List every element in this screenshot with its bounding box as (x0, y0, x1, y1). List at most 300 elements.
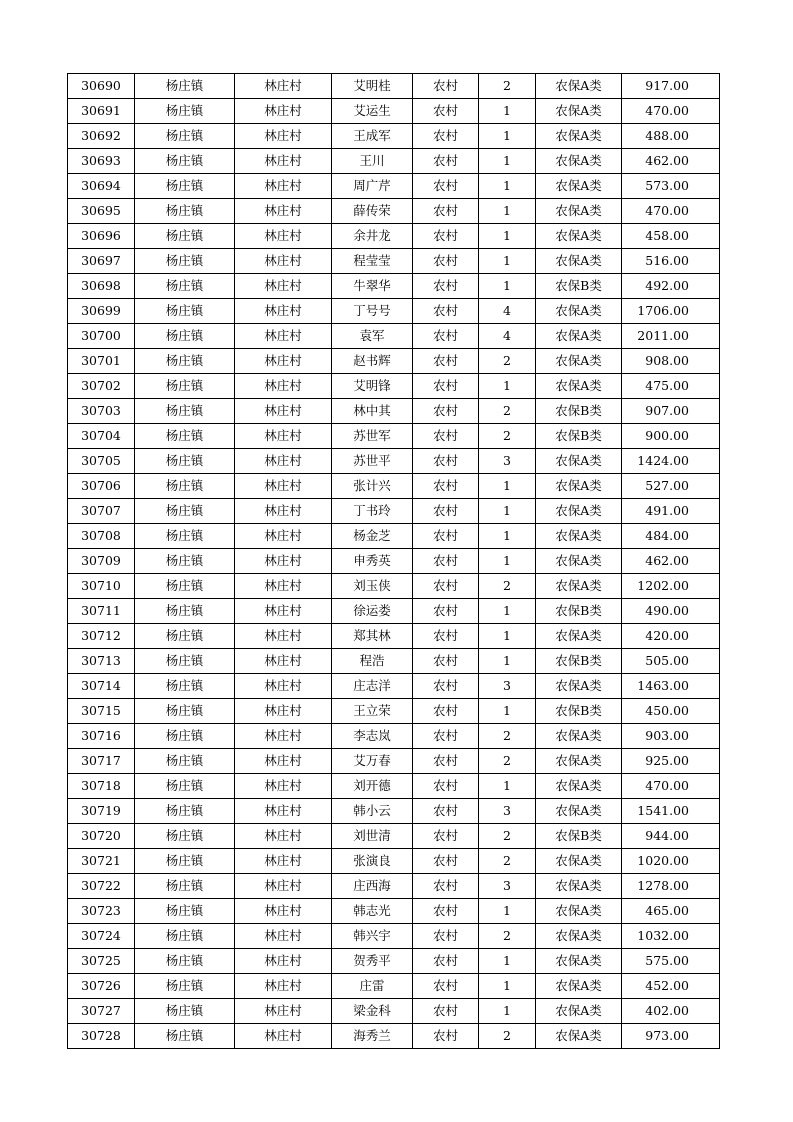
cell-town: 杨庄镇 (135, 349, 235, 374)
cell-area-type: 农村 (413, 524, 479, 549)
cell-name: 庄志洋 (332, 674, 413, 699)
table-row (68, 399, 720, 424)
cell-town: 杨庄镇 (135, 199, 235, 224)
cell-name: 海秀兰 (332, 1024, 413, 1049)
cell-household-size: 1 (479, 374, 536, 399)
cell-insurance-category: 农保A类 (536, 224, 622, 249)
cell-amount: 1202.00 (622, 574, 720, 599)
cell-household-size: 1 (479, 499, 536, 524)
table-row (68, 699, 720, 724)
cell-name: 刘开德 (332, 774, 413, 799)
cell-name: 艾运生 (332, 99, 413, 124)
cell-village: 林庄村 (235, 449, 332, 474)
cell-village: 林庄村 (235, 599, 332, 624)
cell-village: 林庄村 (235, 924, 332, 949)
cell-insurance-category: 农保A类 (536, 924, 622, 949)
cell-village: 林庄村 (235, 499, 332, 524)
cell-town: 杨庄镇 (135, 624, 235, 649)
cell-name: 李志岚 (332, 724, 413, 749)
cell-village: 林庄村 (235, 274, 332, 299)
cell-amount: 462.00 (622, 549, 720, 574)
cell-name: 赵书辉 (332, 349, 413, 374)
table-row (68, 124, 720, 149)
cell-name: 艾明桂 (332, 74, 413, 99)
cell-household-size: 1 (479, 149, 536, 174)
cell-insurance-category: 农保B类 (536, 274, 622, 299)
cell-area-type: 农村 (413, 349, 479, 374)
cell-town: 杨庄镇 (135, 899, 235, 924)
cell-area-type: 农村 (413, 699, 479, 724)
cell-name: 丁书玲 (332, 499, 413, 524)
cell-row-id: 30692 (68, 124, 135, 149)
cell-insurance-category: 农保B类 (536, 399, 622, 424)
cell-row-id: 30718 (68, 774, 135, 799)
cell-insurance-category: 农保A类 (536, 324, 622, 349)
cell-town: 杨庄镇 (135, 849, 235, 874)
cell-amount: 1032.00 (622, 924, 720, 949)
cell-village: 林庄村 (235, 149, 332, 174)
cell-household-size: 1 (479, 524, 536, 549)
cell-insurance-category: 农保A类 (536, 299, 622, 324)
cell-name: 苏世军 (332, 424, 413, 449)
table-row (68, 474, 720, 499)
table-row (68, 424, 720, 449)
cell-name: 徐运娄 (332, 599, 413, 624)
cell-household-size: 1 (479, 949, 536, 974)
cell-name: 韩兴宇 (332, 924, 413, 949)
cell-row-id: 30703 (68, 399, 135, 424)
cell-name: 庄西海 (332, 874, 413, 899)
cell-household-size: 1 (479, 224, 536, 249)
cell-town: 杨庄镇 (135, 649, 235, 674)
cell-town: 杨庄镇 (135, 399, 235, 424)
cell-row-id: 30698 (68, 274, 135, 299)
cell-amount: 917.00 (622, 74, 720, 99)
cell-village: 林庄村 (235, 649, 332, 674)
cell-area-type: 农村 (413, 924, 479, 949)
cell-area-type: 农村 (413, 724, 479, 749)
cell-area-type: 农村 (413, 974, 479, 999)
cell-household-size: 2 (479, 574, 536, 599)
cell-household-size: 4 (479, 324, 536, 349)
cell-name: 梁金科 (332, 999, 413, 1024)
cell-amount: 573.00 (622, 174, 720, 199)
cell-row-id: 30690 (68, 74, 135, 99)
cell-row-id: 30699 (68, 299, 135, 324)
cell-household-size: 2 (479, 724, 536, 749)
cell-village: 林庄村 (235, 324, 332, 349)
cell-insurance-category: 农保A类 (536, 124, 622, 149)
cell-amount: 458.00 (622, 224, 720, 249)
cell-town: 杨庄镇 (135, 149, 235, 174)
cell-village: 林庄村 (235, 424, 332, 449)
cell-town: 杨庄镇 (135, 999, 235, 1024)
cell-town: 杨庄镇 (135, 699, 235, 724)
cell-row-id: 30719 (68, 799, 135, 824)
cell-household-size: 2 (479, 1024, 536, 1049)
cell-area-type: 农村 (413, 949, 479, 974)
cell-insurance-category: 农保A类 (536, 899, 622, 924)
cell-village: 林庄村 (235, 549, 332, 574)
cell-area-type: 农村 (413, 749, 479, 774)
cell-name: 杨金芝 (332, 524, 413, 549)
cell-village: 林庄村 (235, 399, 332, 424)
cell-amount: 1020.00 (622, 849, 720, 874)
table-row (68, 724, 720, 749)
cell-name: 牛翠华 (332, 274, 413, 299)
cell-area-type: 农村 (413, 374, 479, 399)
table-row (68, 949, 720, 974)
cell-insurance-category: 农保B类 (536, 649, 622, 674)
cell-amount: 462.00 (622, 149, 720, 174)
cell-household-size: 1 (479, 99, 536, 124)
cell-village: 林庄村 (235, 674, 332, 699)
cell-row-id: 30707 (68, 499, 135, 524)
cell-town: 杨庄镇 (135, 124, 235, 149)
cell-name: 程莹莹 (332, 249, 413, 274)
cell-household-size: 2 (479, 849, 536, 874)
cell-household-size: 4 (479, 299, 536, 324)
cell-row-id: 30705 (68, 449, 135, 474)
cell-town: 杨庄镇 (135, 424, 235, 449)
cell-amount: 470.00 (622, 99, 720, 124)
cell-village: 林庄村 (235, 124, 332, 149)
table-row (68, 574, 720, 599)
cell-amount: 470.00 (622, 199, 720, 224)
cell-row-id: 30701 (68, 349, 135, 374)
cell-amount: 527.00 (622, 474, 720, 499)
table-row (68, 999, 720, 1024)
cell-area-type: 农村 (413, 199, 479, 224)
table-row (68, 599, 720, 624)
cell-village: 林庄村 (235, 799, 332, 824)
cell-insurance-category: 农保B类 (536, 699, 622, 724)
table-row (68, 499, 720, 524)
cell-village: 林庄村 (235, 724, 332, 749)
cell-area-type: 农村 (413, 124, 479, 149)
table-row (68, 224, 720, 249)
cell-household-size: 2 (479, 424, 536, 449)
cell-town: 杨庄镇 (135, 74, 235, 99)
cell-amount: 402.00 (622, 999, 720, 1024)
cell-insurance-category: 农保A类 (536, 99, 622, 124)
cell-household-size: 1 (479, 974, 536, 999)
cell-insurance-category: 农保B类 (536, 824, 622, 849)
cell-insurance-category: 农保A类 (536, 774, 622, 799)
cell-village: 林庄村 (235, 99, 332, 124)
table-row (68, 624, 720, 649)
cell-name: 郑其林 (332, 624, 413, 649)
cell-amount: 1278.00 (622, 874, 720, 899)
table-row (68, 274, 720, 299)
cell-village: 林庄村 (235, 699, 332, 724)
cell-amount: 575.00 (622, 949, 720, 974)
cell-village: 林庄村 (235, 574, 332, 599)
cell-insurance-category: 农保A类 (536, 674, 622, 699)
cell-area-type: 农村 (413, 399, 479, 424)
cell-row-id: 30702 (68, 374, 135, 399)
cell-area-type: 农村 (413, 774, 479, 799)
table-row (68, 924, 720, 949)
cell-area-type: 农村 (413, 74, 479, 99)
cell-area-type: 农村 (413, 174, 479, 199)
cell-household-size: 1 (479, 249, 536, 274)
cell-village: 林庄村 (235, 824, 332, 849)
cell-name: 王立荣 (332, 699, 413, 724)
cell-insurance-category: 农保A类 (536, 724, 622, 749)
table-row (68, 849, 720, 874)
cell-town: 杨庄镇 (135, 99, 235, 124)
cell-row-id: 30728 (68, 1024, 135, 1049)
cell-village: 林庄村 (235, 899, 332, 924)
cell-amount: 2011.00 (622, 324, 720, 349)
cell-name: 薛传荣 (332, 199, 413, 224)
cell-amount: 491.00 (622, 499, 720, 524)
cell-row-id: 30715 (68, 699, 135, 724)
cell-town: 杨庄镇 (135, 824, 235, 849)
cell-name: 贺秀平 (332, 949, 413, 974)
cell-household-size: 2 (479, 74, 536, 99)
table-row (68, 299, 720, 324)
table-row (68, 149, 720, 174)
cell-town: 杨庄镇 (135, 799, 235, 824)
cell-amount: 944.00 (622, 824, 720, 849)
table-row (68, 774, 720, 799)
cell-row-id: 30711 (68, 599, 135, 624)
cell-row-id: 30717 (68, 749, 135, 774)
cell-area-type: 农村 (413, 599, 479, 624)
cell-area-type: 农村 (413, 474, 479, 499)
cell-area-type: 农村 (413, 324, 479, 349)
cell-village: 林庄村 (235, 174, 332, 199)
cell-row-id: 30709 (68, 549, 135, 574)
cell-village: 林庄村 (235, 624, 332, 649)
table-row (68, 324, 720, 349)
cell-household-size: 2 (479, 924, 536, 949)
cell-amount: 973.00 (622, 1024, 720, 1049)
cell-name: 刘玉侠 (332, 574, 413, 599)
cell-household-size: 1 (479, 124, 536, 149)
cell-village: 林庄村 (235, 74, 332, 99)
cell-area-type: 农村 (413, 799, 479, 824)
cell-insurance-category: 农保A类 (536, 374, 622, 399)
cell-town: 杨庄镇 (135, 774, 235, 799)
cell-amount: 490.00 (622, 599, 720, 624)
cell-name: 程浩 (332, 649, 413, 674)
cell-household-size: 3 (479, 799, 536, 824)
cell-town: 杨庄镇 (135, 299, 235, 324)
cell-amount: 1541.00 (622, 799, 720, 824)
cell-village: 林庄村 (235, 999, 332, 1024)
cell-area-type: 农村 (413, 249, 479, 274)
cell-row-id: 30723 (68, 899, 135, 924)
cell-area-type: 农村 (413, 274, 479, 299)
table-row (68, 824, 720, 849)
cell-name: 周广芹 (332, 174, 413, 199)
cell-household-size: 2 (479, 349, 536, 374)
cell-town: 杨庄镇 (135, 499, 235, 524)
cell-amount: 484.00 (622, 524, 720, 549)
table-row (68, 349, 720, 374)
cell-village: 林庄村 (235, 224, 332, 249)
table-row (68, 749, 720, 774)
cell-area-type: 农村 (413, 549, 479, 574)
cell-town: 杨庄镇 (135, 749, 235, 774)
cell-town: 杨庄镇 (135, 949, 235, 974)
cell-area-type: 农村 (413, 824, 479, 849)
cell-amount: 492.00 (622, 274, 720, 299)
cell-name: 王川 (332, 149, 413, 174)
cell-household-size: 1 (479, 624, 536, 649)
cell-household-size: 1 (479, 599, 536, 624)
cell-household-size: 1 (479, 774, 536, 799)
cell-household-size: 2 (479, 399, 536, 424)
cell-household-size: 3 (479, 449, 536, 474)
cell-village: 林庄村 (235, 374, 332, 399)
cell-area-type: 农村 (413, 449, 479, 474)
cell-town: 杨庄镇 (135, 724, 235, 749)
table-row (68, 1024, 720, 1049)
cell-village: 林庄村 (235, 349, 332, 374)
cell-town: 杨庄镇 (135, 874, 235, 899)
cell-amount: 925.00 (622, 749, 720, 774)
cell-amount: 900.00 (622, 424, 720, 449)
cell-insurance-category: 农保A类 (536, 199, 622, 224)
cell-name: 王成军 (332, 124, 413, 149)
cell-town: 杨庄镇 (135, 574, 235, 599)
cell-household-size: 1 (479, 474, 536, 499)
cell-amount: 420.00 (622, 624, 720, 649)
cell-amount: 465.00 (622, 899, 720, 924)
cell-amount: 470.00 (622, 774, 720, 799)
cell-area-type: 农村 (413, 649, 479, 674)
cell-area-type: 农村 (413, 99, 479, 124)
cell-household-size: 1 (479, 699, 536, 724)
cell-amount: 907.00 (622, 399, 720, 424)
cell-name: 苏世平 (332, 449, 413, 474)
cell-town: 杨庄镇 (135, 1024, 235, 1049)
cell-row-id: 30724 (68, 924, 135, 949)
cell-name: 庄雷 (332, 974, 413, 999)
cell-household-size: 1 (479, 999, 536, 1024)
cell-area-type: 农村 (413, 849, 479, 874)
cell-village: 林庄村 (235, 524, 332, 549)
cell-town: 杨庄镇 (135, 974, 235, 999)
cell-insurance-category: 农保A类 (536, 74, 622, 99)
cell-household-size: 1 (479, 174, 536, 199)
cell-village: 林庄村 (235, 249, 332, 274)
cell-row-id: 30694 (68, 174, 135, 199)
cell-row-id: 30697 (68, 249, 135, 274)
cell-row-id: 30691 (68, 99, 135, 124)
cell-insurance-category: 农保A类 (536, 999, 622, 1024)
cell-town: 杨庄镇 (135, 449, 235, 474)
cell-insurance-category: 农保A类 (536, 799, 622, 824)
table-row (68, 799, 720, 824)
cell-insurance-category: 农保A类 (536, 1024, 622, 1049)
cell-insurance-category: 农保A类 (536, 449, 622, 474)
cell-amount: 452.00 (622, 974, 720, 999)
cell-household-size: 3 (479, 674, 536, 699)
cell-row-id: 30700 (68, 324, 135, 349)
cell-row-id: 30693 (68, 149, 135, 174)
cell-insurance-category: 农保A类 (536, 974, 622, 999)
cell-amount: 1706.00 (622, 299, 720, 324)
cell-town: 杨庄镇 (135, 324, 235, 349)
table-row (68, 674, 720, 699)
table-row (68, 549, 720, 574)
cell-town: 杨庄镇 (135, 549, 235, 574)
table-row (68, 199, 720, 224)
cell-amount: 488.00 (622, 124, 720, 149)
cell-town: 杨庄镇 (135, 249, 235, 274)
cell-row-id: 30726 (68, 974, 135, 999)
cell-row-id: 30696 (68, 224, 135, 249)
cell-name: 丁号号 (332, 299, 413, 324)
cell-area-type: 农村 (413, 624, 479, 649)
cell-row-id: 30727 (68, 999, 135, 1024)
cell-row-id: 30722 (68, 874, 135, 899)
cell-amount: 1424.00 (622, 449, 720, 474)
table-row (68, 974, 720, 999)
cell-area-type: 农村 (413, 874, 479, 899)
cell-area-type: 农村 (413, 999, 479, 1024)
cell-name: 艾万春 (332, 749, 413, 774)
cell-insurance-category: 农保A类 (536, 249, 622, 274)
cell-row-id: 30704 (68, 424, 135, 449)
cell-household-size: 1 (479, 899, 536, 924)
cell-household-size: 3 (479, 874, 536, 899)
cell-village: 林庄村 (235, 299, 332, 324)
cell-village: 林庄村 (235, 949, 332, 974)
cell-insurance-category: 农保A类 (536, 149, 622, 174)
cell-village: 林庄村 (235, 874, 332, 899)
cell-insurance-category: 农保A类 (536, 624, 622, 649)
table-row (68, 649, 720, 674)
cell-town: 杨庄镇 (135, 374, 235, 399)
cell-name: 张计兴 (332, 474, 413, 499)
cell-town: 杨庄镇 (135, 274, 235, 299)
cell-amount: 475.00 (622, 374, 720, 399)
cell-insurance-category: 农保A类 (536, 874, 622, 899)
cell-household-size: 1 (479, 274, 536, 299)
relief-roster-table (67, 73, 720, 1049)
cell-area-type: 农村 (413, 424, 479, 449)
cell-insurance-category: 农保A类 (536, 474, 622, 499)
cell-amount: 903.00 (622, 724, 720, 749)
table-row (68, 374, 720, 399)
cell-row-id: 30712 (68, 624, 135, 649)
cell-name: 韩志光 (332, 899, 413, 924)
cell-name: 袁军 (332, 324, 413, 349)
table-row (68, 99, 720, 124)
cell-name: 刘世清 (332, 824, 413, 849)
cell-village: 林庄村 (235, 974, 332, 999)
cell-village: 林庄村 (235, 774, 332, 799)
cell-name: 申秀英 (332, 549, 413, 574)
cell-amount: 516.00 (622, 249, 720, 274)
cell-area-type: 农村 (413, 899, 479, 924)
cell-area-type: 农村 (413, 149, 479, 174)
cell-household-size: 1 (479, 199, 536, 224)
cell-town: 杨庄镇 (135, 599, 235, 624)
cell-household-size: 2 (479, 749, 536, 774)
cell-amount: 908.00 (622, 349, 720, 374)
cell-town: 杨庄镇 (135, 524, 235, 549)
cell-row-id: 30720 (68, 824, 135, 849)
cell-insurance-category: 农保A类 (536, 574, 622, 599)
cell-village: 林庄村 (235, 849, 332, 874)
